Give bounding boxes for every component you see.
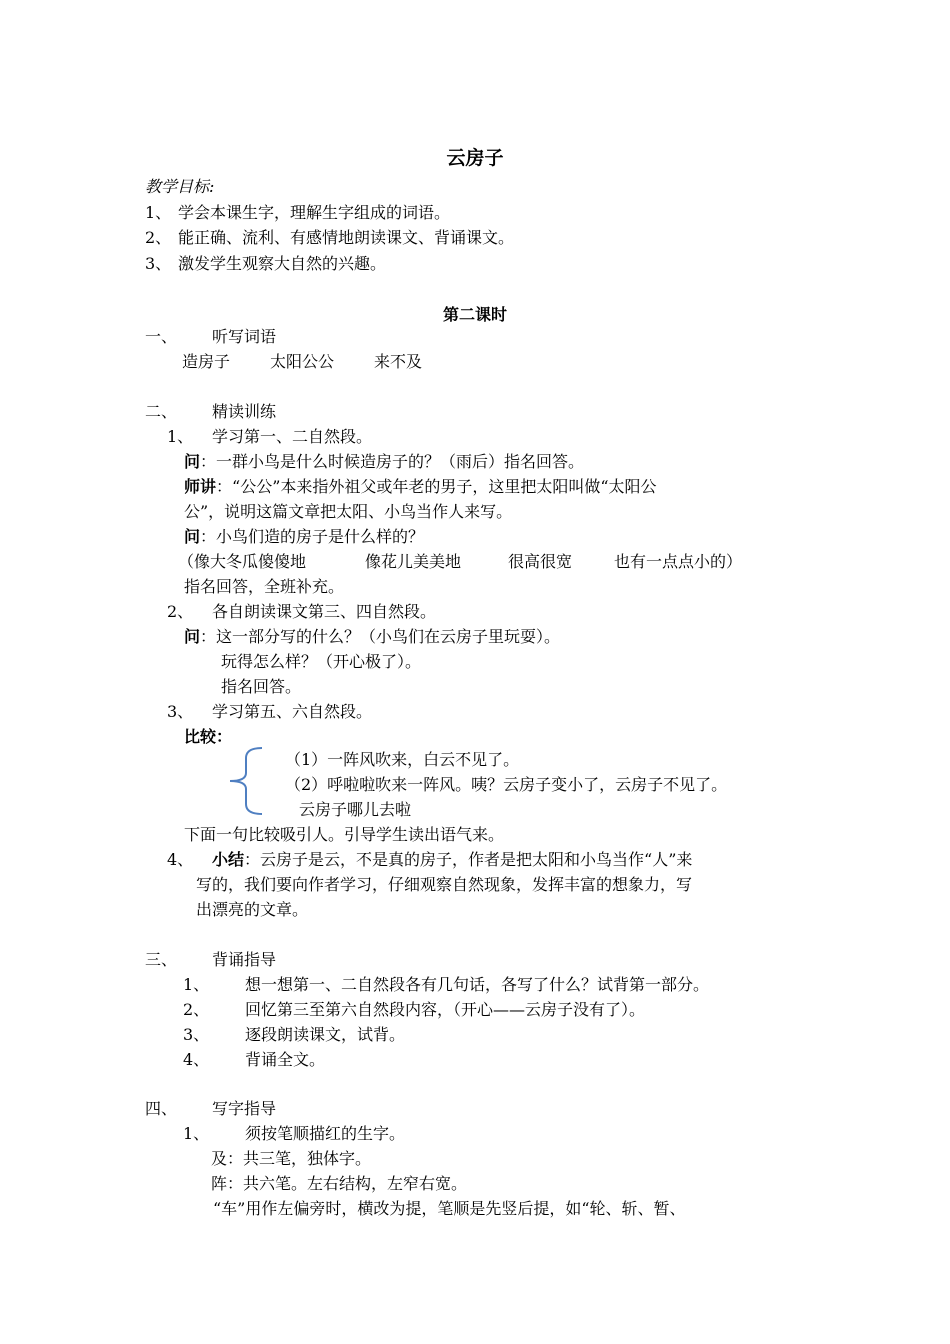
recite-text: 回忆第三至第六自然段内容，（开心——云房子没有了）。: [245, 1000, 646, 1019]
recite-num: 4、: [183, 1050, 210, 1069]
question-label: 问: [184, 527, 201, 546]
curly-brace-icon: [226, 746, 266, 816]
objective-item: [145, 203, 171, 223]
objective-num: 1、: [145, 203, 172, 222]
s2-line2: 玩得怎么样？（开心极了）。: [221, 652, 422, 671]
compare-sentence-3: 云房子哪儿去啦: [299, 800, 412, 819]
teacher-text: ：“公公”本来指外祖父或年老的男子，这里把太阳叫做“太阳公: [216, 477, 657, 496]
compare-sentence-2: （2）呼啦啦吹来一阵风。咦？云房子变小了，云房子不见了。: [285, 775, 728, 794]
objective-item: [145, 254, 171, 274]
objective-num: 2、: [145, 228, 172, 247]
char-ji: 及：共三笔，独体字。: [211, 1149, 372, 1168]
summary-text-cont: 写的，我们要向作者学习，仔细观察自然现象，发挥丰富的想象力，写: [196, 875, 693, 894]
s1-num: 1、: [167, 427, 194, 446]
s4-num: 4、: [167, 850, 194, 869]
question-text: ：一群小鸟是什么时候造房子的？（雨后）指名回答。: [200, 452, 585, 471]
objectives-colon: :: [209, 177, 215, 196]
summary-text: ：云房子是云，不是真的房子，作者是把太阳和小鸟当作“人”来: [244, 850, 693, 869]
char-che: “车”用作左偏旁时，横改为提，笔顺是先竖后提，如“轮、斩、暂、: [213, 1199, 686, 1218]
dictation-word: 来不及: [374, 352, 423, 371]
s3-heading: 学习第五、六自然段。: [212, 702, 373, 721]
answer-3: 很高很宽: [508, 552, 573, 571]
dictation-word: 造房子: [182, 352, 231, 371]
lesson-title: 第二课时: [442, 305, 507, 324]
s1-heading: 学习第一、二自然段。: [212, 427, 373, 446]
recite-text: 背诵全文。: [245, 1050, 326, 1069]
question-label: 问: [184, 627, 201, 646]
part1-num: 一、: [145, 327, 178, 346]
document-title: 云房子: [446, 147, 504, 169]
summary-text-cont: 出漂亮的文章。: [196, 900, 309, 919]
s4-summary: [212, 850, 692, 870]
char-zhen: 阵：共六笔。左右结构，左窄右宽。: [211, 1174, 468, 1193]
part4-num: 四、: [145, 1099, 178, 1118]
compare-label: 比较：: [184, 727, 233, 746]
part2-num: 二、: [145, 402, 178, 421]
part2-heading: 精读训练: [212, 402, 277, 421]
teacher-label: 师讲: [184, 477, 217, 496]
summary-label: 小结: [212, 850, 245, 869]
part3-num: 三、: [145, 950, 178, 969]
question-text: ：小鸟们造的房子是什么样的？: [200, 527, 425, 546]
objective-text: 激发学生观察大自然的兴趣。: [178, 254, 387, 273]
s2-num: 2、: [167, 602, 194, 621]
s2-question: [184, 627, 560, 647]
s3-after: 下面一句比较吸引人。引导学生读出语气来。: [184, 825, 505, 844]
s3-num: 3、: [167, 702, 194, 721]
answer-2: 像花儿美美地: [365, 552, 462, 571]
part1-heading: 听写词语: [212, 327, 277, 346]
part3-heading: 背诵指导: [212, 950, 277, 969]
objectives-heading-text: 教学目标: [145, 177, 210, 196]
s1-teacher: [184, 477, 657, 497]
objective-item: [145, 228, 171, 248]
s2-line3: 指名回答。: [221, 677, 302, 696]
s1-question: [184, 452, 584, 472]
objective-text: 能正确、流利、有感情地朗读课文、背诵课文。: [178, 228, 515, 247]
s1-followup: 指名回答，全班补充。: [184, 577, 345, 596]
question-text: ：这一部分写的什么？（小鸟们在云房子里玩耍）。: [200, 627, 561, 646]
answer-1: （像大冬瓜傻傻地: [178, 552, 307, 571]
compare-sentence-1: （1）一阵风吹来，白云不见了。: [285, 750, 520, 769]
objective-num: 3、: [145, 254, 172, 273]
recite-num: 3、: [183, 1025, 210, 1044]
s1-question2: [184, 527, 424, 547]
dictation-word: 太阳公公: [270, 352, 335, 371]
recite-text: 逐段朗读课文，试背。: [245, 1025, 406, 1044]
objective-text: 学会本课生字，理解生字组成的词语。: [178, 203, 451, 222]
teacher-text-cont: 公”，说明这篇文章把太阳、小鸟当作人来写。: [184, 502, 513, 521]
part4-heading: 写字指导: [212, 1099, 277, 1118]
s2-heading: 各自朗读课文第三、四自然段。: [212, 602, 437, 621]
question-label: 问: [184, 452, 201, 471]
writing-num: 1、: [183, 1124, 210, 1143]
writing-text: 须按笔顺描红的生字。: [245, 1124, 406, 1143]
recite-num: 2、: [183, 1000, 210, 1019]
answer-4: 也有一点点小的）: [614, 552, 743, 571]
recite-num: 1、: [183, 975, 210, 994]
recite-text: 想一想第一、二自然段各有几句话，各写了什么？试背第一部分。: [245, 975, 710, 994]
objectives-heading: [145, 177, 214, 197]
